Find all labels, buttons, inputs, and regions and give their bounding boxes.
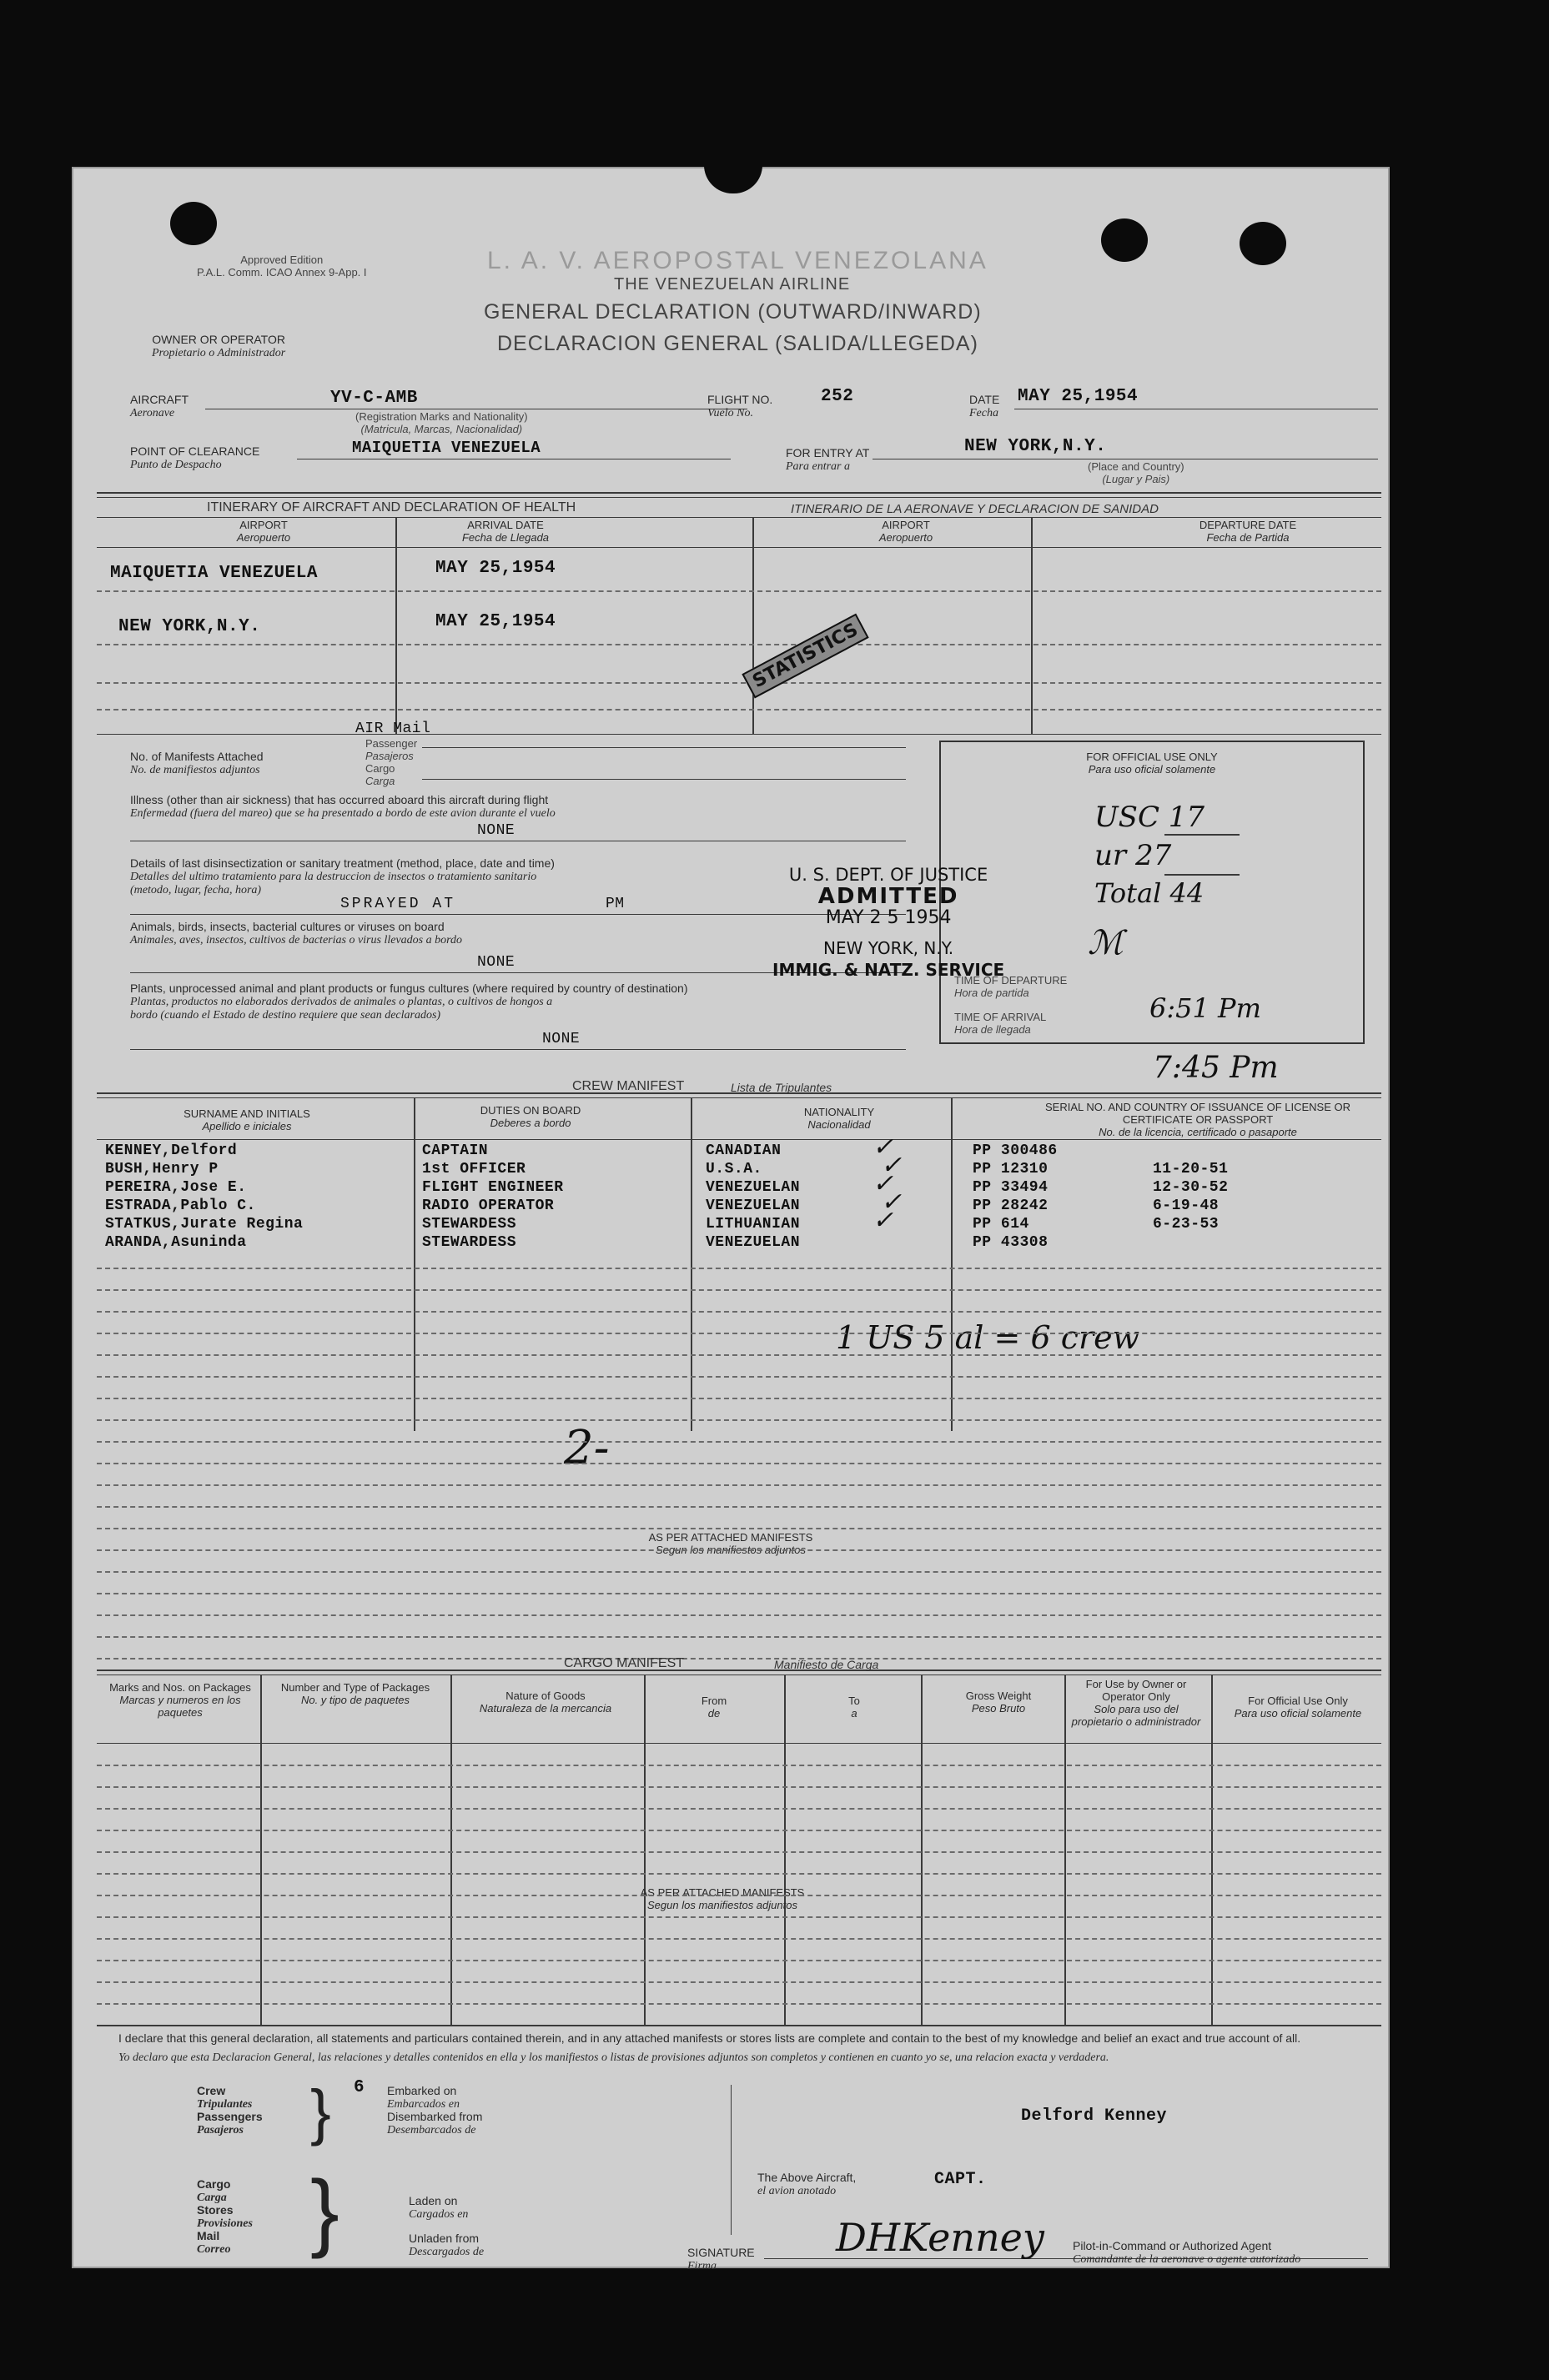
crew-title-es: Lista de Tripulantes — [731, 1081, 832, 1094]
cargo-title: CARGO MANIFEST — [564, 1656, 685, 1670]
crew-document: PP 28242 — [973, 1198, 1049, 1214]
ruled-line — [97, 1960, 1381, 1961]
crew-total-hand: 1 US 5 al = 6 crew — [836, 1319, 1140, 1356]
ruled-line — [97, 1614, 1381, 1616]
ruled-line — [97, 1571, 1381, 1573]
ruled-line — [97, 1268, 1381, 1269]
illness-label: Illness (other than air sickness) that has occurred aboard this aircraft during flight Enfermedad (fuera del mareo) que se ha presentado a bordo de este avion durante el vuelo — [130, 793, 556, 820]
aircraft-label: AIRCRAFT Aeronave — [130, 393, 189, 419]
ruled-line — [97, 1658, 1381, 1659]
crew-name: ESTRADA,Pablo C. — [105, 1198, 256, 1214]
aircraft-value: YV-C-AMB — [330, 389, 418, 408]
col-departure: DEPARTURE DATE Fecha de Partida — [1199, 519, 1297, 544]
col-arrival: ARRIVAL DATE Fecha de Llegada — [461, 519, 550, 544]
ruled-line — [97, 1376, 1381, 1378]
ruled-line — [97, 1593, 1381, 1594]
ruled-line — [97, 1981, 1381, 1983]
crew-document: PP 300486 — [973, 1142, 1058, 1159]
ruled-line — [97, 1636, 1381, 1638]
ruled-line — [97, 1808, 1381, 1810]
ruled-line — [97, 1506, 1381, 1508]
ruled-line — [97, 1786, 1381, 1788]
col-crew-duty: DUTIES ON BOARD Deberes a bordo — [480, 1104, 581, 1129]
ruled-line — [97, 1916, 1381, 1918]
ruled-line — [97, 1895, 1381, 1896]
approved-edition — [197, 254, 367, 279]
disinsect-label: Details of last disinsectization or sanitary treatment (method, place, date and time) Detalles del ultimo tratamiento para la destruccion de insectos o tratamiento sanitario (metodo, lugar, fecha, hora) — [130, 856, 555, 896]
date-label: DATE Fecha — [969, 393, 1000, 419]
illness-value: NONE — [477, 822, 515, 839]
above-aircraft-label: The Above Aircraft, el avion anotado — [757, 2171, 857, 2197]
ruled-line — [97, 1873, 1381, 1875]
crew-name: KENNEY,Delford — [105, 1142, 238, 1159]
cargo-stores-labels: Cargo Carga Stores Provisiones Mail Correo — [197, 2177, 253, 2256]
crew-name: BUSH,Henry P — [105, 1161, 219, 1177]
declaration-form — [72, 167, 1390, 2272]
crew-title: CREW MANIFEST — [572, 1079, 685, 1093]
crew-nationality: VENEZUELAN — [706, 1234, 801, 1251]
crew-expiry: 11-20-51 — [1153, 1161, 1229, 1177]
col-airport: AIRPORT Aeropuerto — [236, 519, 291, 544]
form-title-en: GENERAL DECLARATION (OUTWARD/INWARD) — [484, 300, 982, 324]
approved-line2: P.A.L. Comm. ICAO Annex 9-App. I — [197, 266, 367, 279]
entry-value: NEW YORK,N.Y. — [964, 437, 1107, 456]
crew-nationality: LITHUANIAN — [706, 1216, 801, 1233]
crew-document: PP 33494 — [973, 1179, 1049, 1196]
ruled-line — [97, 1765, 1381, 1766]
animals-value: NONE — [477, 954, 515, 971]
crew-hand-mark: 2- — [564, 1421, 610, 1475]
manifest-types: Passenger Pasajeros Cargo Carga — [365, 737, 418, 787]
ruled-line — [97, 1441, 1381, 1443]
plants-label: Plants, unprocessed animal and plant products or fungus cultures (where required by country of destination) Plantas, productos no elaborados derivados de animales o plantas, o cultivos de hongos a bordo (cuando el Estado de destino requiere que sean declarados) — [130, 982, 688, 1022]
date-value: MAY 25,1954 — [1018, 387, 1139, 406]
check-mark-icon: ✓ — [873, 1169, 894, 1198]
crew-passengers-labels: Crew Tripulantes Passengers Pasajeros — [197, 2084, 263, 2136]
crew-attached-note: AS PER ATTACHED MANIFESTS Segun los manifiestos adjuntos — [648, 1531, 813, 1556]
crew-document: PP 43308 — [973, 1234, 1049, 1251]
admitted-stamp: U. S. DEPT. OF JUSTICE ADMITTED MAY 2 5 1954 NEW YORK, N.Y. IMMIG. & NATZ. SERVICE — [772, 865, 1005, 980]
declaration-text: I declare that this general declaration, all statements and particulars contained therein, and in any attached manifests or stores lists are complete and contain to the best of my knowledge and belief an exact and true account of all. Yo declaro que esta Declaracion General, las relaciones y detalles contenidos en ella y los manifiestos o listas de provisiones adjuntos son completos y contienen en cuanto yo se, una relacion exacta y verdadera. — [118, 2031, 1301, 2064]
itinerary-title-en: ITINERARY OF AIRCRAFT AND DECLARATION OF HEALTH — [207, 500, 576, 515]
ruled-line — [97, 1419, 1381, 1421]
manifests-label: No. of Manifests Attached No. de manifiestos adjuntos — [130, 750, 264, 776]
check-mark-icon: ✓ — [881, 1187, 903, 1217]
clearance-value: MAIQUETIA VENEZUELA — [352, 439, 541, 457]
ruled-line — [97, 1484, 1381, 1486]
ruled-line — [97, 1398, 1381, 1399]
official-hand-line-2: ur 27 — [1094, 839, 1172, 872]
check-mark-icon: ✓ — [873, 1206, 894, 1235]
official-use-title: FOR OFFICIAL USE ONLY Para uso oficial solamente — [1086, 751, 1218, 776]
punch-hole — [1240, 222, 1286, 265]
cargo-attached-note: AS PER ATTACHED MANIFESTS Segun los manifiestos adjuntos — [640, 1886, 805, 1911]
form-title-es: DECLARACION GENERAL (SALIDA/LLEGEDA) — [497, 332, 978, 355]
itinerary-title-es: ITINERARIO DE LA AERONAVE Y DECLARACION DE SANIDAD — [791, 502, 1159, 516]
cargo-col-to: To a — [848, 1695, 860, 1720]
brace-1: } — [310, 2077, 331, 2147]
crew-duty: STEWARDESS — [422, 1216, 517, 1233]
ruled-line — [97, 1830, 1381, 1831]
departure-label: TIME OF DEPARTURE Hora de partida — [954, 974, 1068, 999]
crew-name: ARANDA,Asuninda — [105, 1234, 247, 1251]
crew-expiry: 6-19-48 — [1153, 1198, 1220, 1214]
punch-hole — [1101, 218, 1148, 262]
crew-duty: STEWARDESS — [422, 1234, 517, 1251]
crew-name: PEREIRA,Jose E. — [105, 1179, 247, 1196]
ruled-line — [97, 1851, 1381, 1853]
ruled-line — [97, 1311, 1381, 1313]
statistics-stamp: STATISTICS — [742, 614, 868, 699]
arrival-hand: 6:51 Pm — [1149, 992, 1261, 1024]
disinsect-value: SPRAYED AT — [340, 896, 456, 912]
place-note: (Place and Country) (Lugar y Pais) — [1088, 460, 1184, 485]
animals-label: Animals, birds, insects, bacterial cultures or viruses on board Animales, aves, insectos, cultivos de bacterias o virus llevados a bordo — [130, 920, 463, 946]
col-airport-2: AIRPORT Aeropuerto — [878, 519, 933, 544]
itinerary-airport-2: NEW YORK,N.Y. — [118, 617, 261, 636]
col-crew-serial: SERIAL NO. AND COUNTRY OF ISSUANCE OF LICENSE OR CERTIFICATE OR PASSPORT No. de la licencia, certificado o pasaporte — [1045, 1101, 1350, 1138]
plants-value: NONE — [542, 1031, 581, 1047]
crew-expiry: 6-23-53 — [1153, 1216, 1220, 1233]
air-mail-note: AIR Mail — [355, 721, 431, 737]
torn-notch — [704, 165, 762, 193]
crew-duty: CAPTAIN — [422, 1142, 489, 1159]
flight-label: FLIGHT NO. Vuelo No. — [707, 393, 773, 419]
crew-duty: RADIO OPERATOR — [422, 1198, 555, 1214]
ruled-line — [97, 1463, 1381, 1464]
signature-hand: DHKenney — [836, 2215, 1044, 2260]
brace-2: } — [310, 2163, 339, 2260]
cargo-title-es: Manifiesto de Carga — [774, 1658, 879, 1671]
entry-label: FOR ENTRY AT Para entrar a — [786, 446, 870, 473]
check-mark-icon: ✓ — [873, 1132, 894, 1162]
crew-nationality: VENEZUELAN — [706, 1179, 801, 1196]
cargo-col-marks: Marks and Nos. on Packages Marcas y numeros en los paquetes — [109, 1681, 251, 1719]
captain-title: CAPT. — [934, 2170, 987, 2189]
official-initials: ℳ — [1088, 924, 1124, 962]
crew-duty: 1st OFFICER — [422, 1161, 526, 1177]
official-hand-line-1: USC 17 — [1094, 801, 1205, 834]
crew-document: PP 12310 — [973, 1161, 1049, 1177]
flight-value: 252 — [821, 387, 854, 406]
official-hand-line-3: Total 44 — [1094, 877, 1204, 909]
clearance-label: POINT OF CLEARANCE Punto de Despacho — [130, 444, 260, 471]
disinsect-time: PM — [606, 896, 625, 912]
laden-labels: Laden on Cargados en Unladen from Descargados de — [409, 2194, 485, 2258]
airline-subtitle: THE VENEZUELAN AIRLINE — [614, 275, 851, 294]
cargo-col-weight: Gross Weight Peso Bruto — [965, 1690, 1032, 1715]
margin-note-hand: 7:45 Pm — [1153, 1051, 1279, 1085]
approved-line1: Approved Edition — [240, 254, 324, 266]
airline-name: L. A. V. AEROPOSTAL VENEZOLANA — [487, 247, 988, 274]
check-mark-icon: ✓ — [881, 1151, 903, 1180]
ruled-line — [97, 2003, 1381, 2005]
punch-hole — [170, 202, 217, 245]
pic-label: Pilot-in-Command or Authorized Agent Comandante de la aeronave o agente autorizado — [1073, 2239, 1301, 2266]
captain-name: Delford Kenney — [1021, 2106, 1168, 2126]
crew-document: PP 614 — [973, 1216, 1029, 1233]
ruled-line — [97, 1528, 1381, 1529]
crew-duty: FLIGHT ENGINEER — [422, 1179, 564, 1196]
cargo-col-nature: Nature of Goods Naturaleza de la mercancia — [479, 1690, 612, 1715]
ruled-line — [97, 1289, 1381, 1291]
crew-expiry: 12-30-52 — [1153, 1179, 1229, 1196]
ruled-line — [97, 1938, 1381, 1940]
cargo-col-packages: Number and Type of Packages No. y tipo de paquetes — [280, 1681, 430, 1706]
cargo-col-official: For Official Use Only Para uso oficial solamente — [1234, 1695, 1362, 1720]
cargo-col-from: From de — [701, 1695, 727, 1720]
itinerary-date-1: MAY 25,1954 — [435, 559, 556, 578]
owner-label: OWNER OR OPERATOR Propietario o Administrador — [152, 333, 286, 359]
embark-labels: Embarked on Embarcados en Disembarked from Desembarcados de — [387, 2084, 483, 2136]
ruled-line — [97, 1549, 1381, 1551]
col-crew-nat: NATIONALITY Nacionalidad — [803, 1106, 875, 1131]
crew-name: STATKUS,Jurate Regina — [105, 1216, 304, 1233]
col-crew-name: SURNAME AND INITIALS Apellido e iniciales — [184, 1107, 310, 1132]
itinerary-date-2: MAY 25,1954 — [435, 612, 556, 631]
crew-nationality: VENEZUELAN — [706, 1198, 801, 1214]
ruled-line — [97, 1333, 1381, 1334]
arrival-label: TIME OF ARRIVAL Hora de llegada — [954, 1011, 1047, 1036]
registration-note: (Registration Marks and Nationality) (Matricula, Marcas, Nacionalidad) — [355, 410, 528, 435]
itinerary-airport-1: MAIQUETIA VENEZUELA — [110, 564, 318, 583]
crew-nationality: CANADIAN — [706, 1142, 782, 1159]
cargo-col-owner: For Use by Owner or Operator Only Solo para uso del propietario o administrador — [1071, 1678, 1201, 1728]
crew-count: 6 — [354, 2078, 365, 2097]
ruled-line — [97, 1354, 1381, 1356]
signature-label: SIGNATURE Firma — [687, 2246, 755, 2272]
crew-nationality: U.S.A. — [706, 1161, 762, 1177]
